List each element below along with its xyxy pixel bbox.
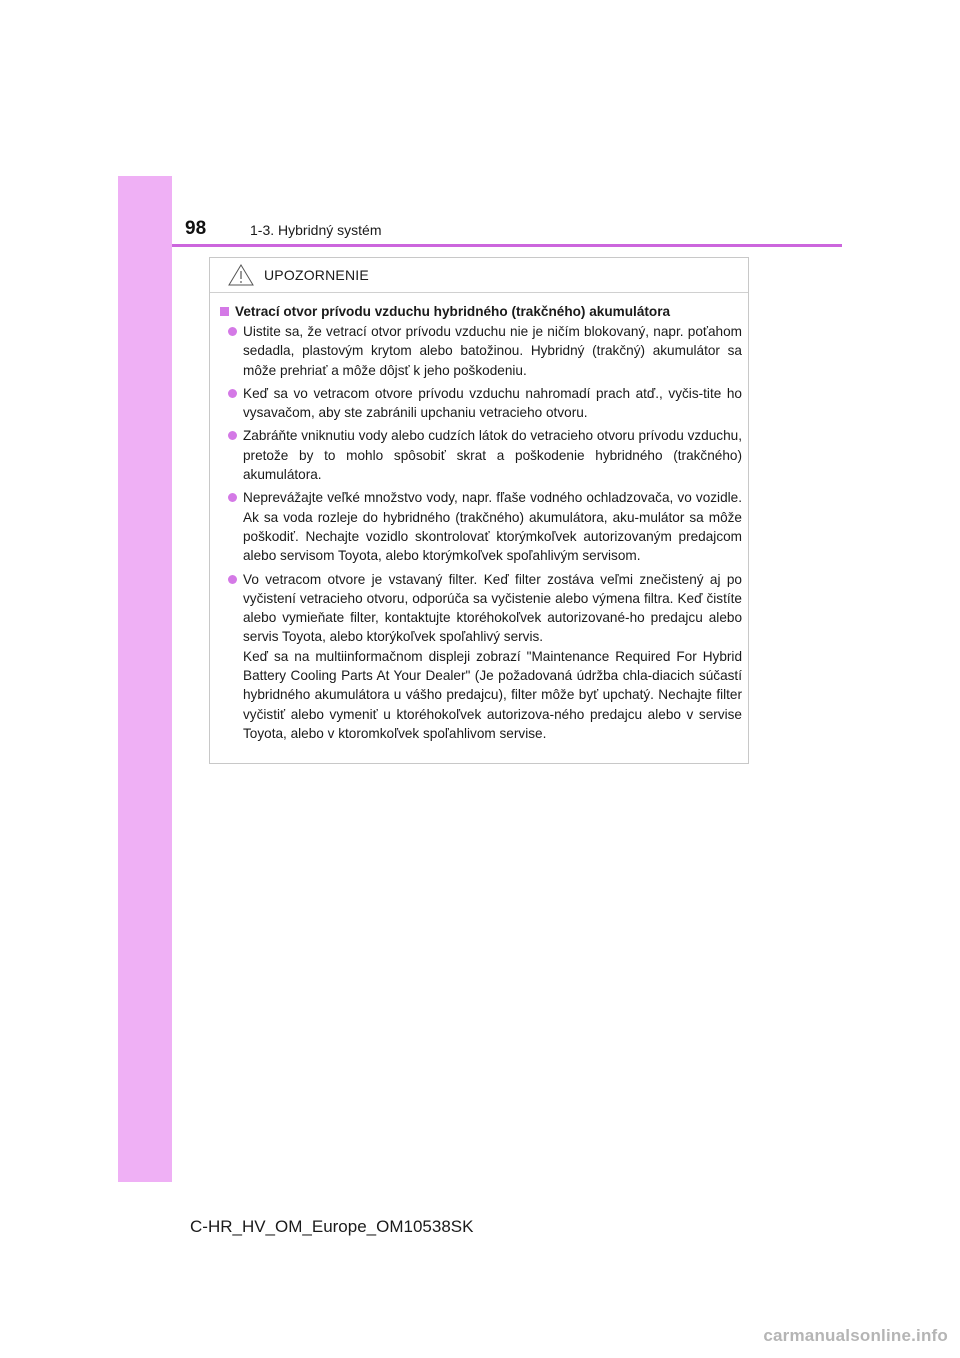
warning-subsection: [219, 302, 742, 747]
warning-label: UPOZORNENIE: [264, 267, 369, 283]
bullet-dot-icon: [228, 389, 237, 398]
warning-header: [228, 264, 369, 286]
warning-divider: [210, 292, 748, 293]
page-number: 98: [185, 218, 207, 239]
bullet-dot-icon: [228, 493, 237, 502]
section-title: 1-3. Hybridný systém: [250, 222, 382, 238]
side-tab-strip: [118, 176, 172, 1182]
document-code: C-HR_HV_OM_Europe_OM10538SK: [190, 1217, 474, 1236]
bullet-dot-icon: [228, 431, 237, 440]
bullet-dot-icon: [228, 327, 237, 336]
list-item-text: Neprevážajte veľké množstvo vody, napr. fľaše vodného ochladzovača, vo vozidle. Ak sa voda rozleje do hybridného (trakčného) akumulátora, aku-mulátor sa môže poškodiť. Nechajte vozidlo skontrolovať ktorýmkoľvek autorizovaným predajcom alebo servisom Toyota, alebo ktorýmkoľvek spoľahlivým servisom.: [243, 490, 742, 564]
bullet-dot-icon: [228, 575, 237, 584]
watermark: carmanualsonline.info: [763, 1326, 948, 1345]
list-item-text: Keď sa vo vetracom otvore prívodu vzduchu nahromadí prach atď., vyčis-tite ho vysavačom, aby ste zabránili upchaniu vetracieho otvoru.: [243, 385, 742, 421]
warning-box: [209, 257, 749, 764]
subsection-heading-text: Vetrací otvor prívodu vzduchu hybridného (trakčného) akumulátora: [235, 304, 671, 319]
subsection-heading: [219, 302, 742, 321]
list-item: [219, 570, 742, 744]
square-bullet-icon: [220, 307, 229, 316]
list-item-text: Zabráňte vniknutiu vody alebo cudzích látok do vetracieho otvoru prívodu vzduchu, pretože by to mohlo spôsobiť skrat a poškodenie hybridného (trakčného) akumulátora.: [243, 428, 742, 483]
warning-triangle-icon: [228, 264, 254, 286]
list-item: [219, 426, 742, 484]
list-item: [219, 488, 742, 565]
list-item: [219, 322, 742, 380]
list-item-text: Uistite sa, že vetrací otvor prívodu vzduchu nie je ničím blokovaný, napr. poťahom sedadla, plastovým krytom alebo batožinou. Hybridný (trakčný) akumulátor sa môže prehriať a môže dôjsť k jeho poškodeniu.: [243, 324, 742, 378]
list-item: [219, 384, 742, 423]
header-divider: [172, 244, 842, 247]
list-item-text: Vo vetracom otvore je vstavaný filter. Keď filter zostáva veľmi znečistený aj po vyčistení vetracieho otvoru, odporúča sa vyčistenie alebo výmena filtra. Keď čistíte alebo vymieňate filter, kontaktujte ktoréhokoľvek autorizované-ho predajcu alebo servis Toyota, alebo ktorýkoľvek spoľahlivý servis. Keď sa na multiinformačnom displeji zobrazí "Maintenance Required For Hybrid Battery Cooling Parts At Your Dealer" (Je požadovaná údržba chla-diacich súčastí hybridného akumulátora u vášho predajcu), filter môže byť upchatý. Nechajte filter vyčistiť alebo vymeniť u ktoréhokoľvek autorizova-ného predajcu alebo v servise Toyota, alebo v ktoromkoľvek spoľahlivom servise.: [243, 571, 742, 741]
